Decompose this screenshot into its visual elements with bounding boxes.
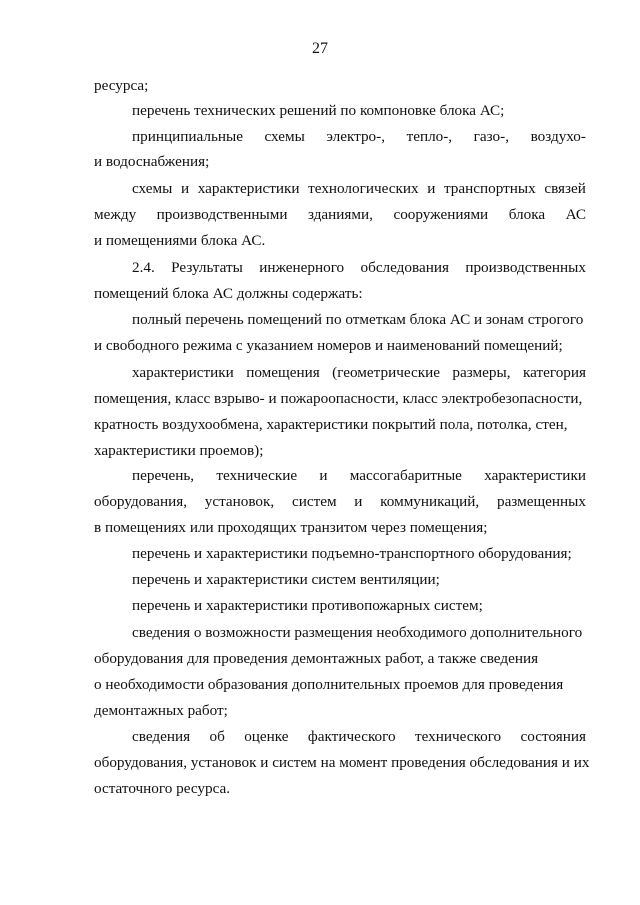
word: об	[209, 728, 225, 745]
word: (геометрические	[332, 364, 440, 381]
text-line: характеристики проемов);	[94, 442, 264, 459]
text-line	[94, 493, 586, 511]
text-line: перечень и характеристики систем вентиляции;	[132, 571, 440, 588]
word: сооружениями	[393, 206, 489, 223]
text-line: в помещениях или проходящих транзитом через помещения;	[94, 519, 488, 536]
word: газо-,	[473, 128, 510, 145]
word: фактического	[307, 728, 396, 745]
word: и	[180, 180, 190, 197]
page-number: 27	[312, 40, 328, 57]
text-line: ресурса;	[94, 77, 149, 94]
word: перечень,	[132, 467, 195, 484]
text-line	[94, 206, 586, 224]
word: категория	[522, 364, 586, 381]
text-line: демонтажных работ;	[94, 702, 228, 719]
text-line: кратность воздухообмена, характеристики покрытий пола, потолка, стен,	[94, 416, 568, 433]
word: 2.4.	[132, 259, 155, 276]
word: оценке	[244, 728, 289, 745]
text-line: остаточного ресурса.	[94, 780, 231, 797]
word: размещенных	[496, 493, 586, 510]
word: оборудования,	[94, 493, 188, 510]
text-line: помещения, класс взрыво- и пожароопасности, класс электробезопасности,	[94, 390, 583, 407]
word: обследования	[360, 259, 449, 276]
word: помещения	[246, 364, 320, 381]
word: принципиальные	[132, 128, 243, 145]
text-line: полный перечень помещений по отметкам блока АС и зонам строгого	[132, 311, 584, 328]
text-line: о необходимости образования дополнительных проемов для проведения	[94, 676, 564, 693]
text-line	[132, 180, 586, 198]
text-line: и водоснабжения;	[94, 153, 210, 170]
word: электро-,	[326, 128, 385, 145]
word: и	[354, 493, 363, 510]
word: между	[94, 206, 137, 223]
text-line: перечень и характеристики противопожарных систем;	[132, 597, 483, 614]
word: связей	[544, 180, 586, 197]
text-line	[132, 728, 586, 746]
word: характеристики	[197, 180, 300, 197]
text-line: оборудования, установок и систем на момент проведения обследования и их	[94, 754, 590, 771]
word: инженерного	[259, 259, 345, 276]
word: и	[319, 467, 328, 484]
text-line: и помещениями блока АС.	[94, 232, 266, 249]
word: производственными	[156, 206, 288, 223]
word: характеристики	[484, 467, 586, 484]
word: сведения	[132, 728, 191, 745]
word: схемы	[264, 128, 305, 145]
text-line: помещений блока АС должны содержать:	[94, 285, 363, 302]
word: технического	[414, 728, 502, 745]
word: систем	[291, 493, 337, 510]
text-line	[132, 259, 586, 277]
text-line: перечень технических решений по компоновке блока АС;	[132, 102, 505, 119]
word: технические	[216, 467, 298, 484]
word: характеристики	[132, 364, 234, 381]
word: Результаты	[171, 259, 243, 276]
word: установок,	[204, 493, 275, 510]
text-line	[132, 364, 586, 382]
word: производственных	[465, 259, 586, 276]
text-line: оборудования для проведения демонтажных работ, а также сведения	[94, 650, 539, 667]
word: зданиями,	[307, 206, 373, 223]
word: схемы	[132, 180, 173, 197]
text-line	[132, 467, 586, 485]
word: коммуникаций,	[380, 493, 480, 510]
text-line: перечень и характеристики подъемно-транспортного оборудования;	[132, 545, 572, 562]
word: размеры,	[452, 364, 511, 381]
word: воздухо-	[530, 128, 586, 145]
word: и	[427, 180, 436, 197]
word: транспортных	[443, 180, 536, 197]
text-line: сведения о возможности размещения необходимого дополнительного	[132, 624, 583, 641]
text-line	[132, 128, 586, 146]
text-line: и свободного режима с указанием номеров и наименований помещений;	[94, 337, 563, 354]
word: технологических	[308, 180, 419, 197]
word: АС	[565, 206, 586, 223]
word: тепло-,	[406, 128, 453, 145]
word: массогабаритные	[349, 467, 462, 484]
word: блока	[508, 206, 546, 223]
word: состояния	[520, 728, 586, 745]
